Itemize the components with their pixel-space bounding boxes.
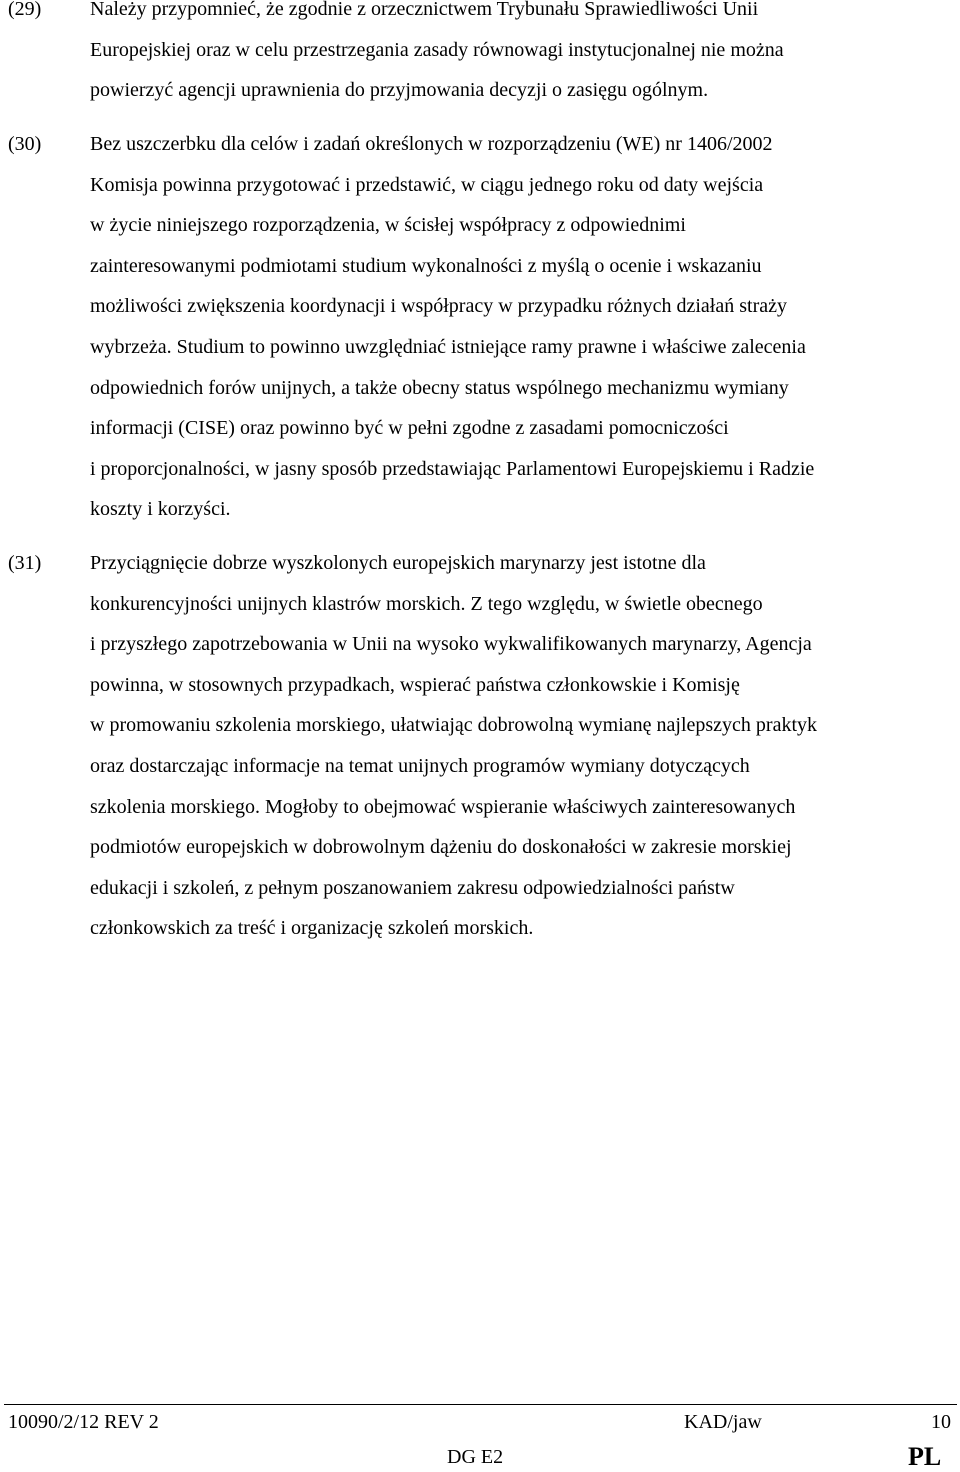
footer-divider: [4, 1404, 957, 1405]
text-line: w życie niniejszego rozporządzenia, w ścisłej współpracy z odpowiednimi: [90, 214, 686, 237]
text-line: Europejskiej oraz w celu przestrzegania zasady równowagi instytucjonalnej nie można: [90, 38, 784, 61]
text-line: w promowaniu szkolenia morskiego, ułatwiając dobrowolną wymianę najlepszych praktyk: [90, 714, 818, 737]
text-line: i proporcjonalności, w jasny sposób przedstawiając Parlamentowi Europejskiemu i Radzie: [90, 457, 815, 480]
text-line: Należy przypomnieć, że zgodnie z orzecznictwem Trybunału Sprawiedliwości Unii: [90, 0, 759, 20]
language-code: PL: [908, 1442, 942, 1471]
text-line: edukacji i szkoleń, z pełnym poszanowaniem zakresu odpowiedzialności państw: [90, 876, 735, 899]
text-line: wybrzeża. Studium to powinno uwzględniać istniejące ramy prawne i właściwe zalecenia: [90, 335, 806, 358]
author-code: KAD/jaw: [684, 1411, 762, 1433]
paragraph-number: (31): [8, 552, 42, 574]
text-line: podmiotów europejskich w dobrowolnym dążeniu do doskonałości w zakresie morskiej: [90, 836, 792, 859]
text-line: Przyciągnięcie dobrze wyszkolonych europejskich marynarzy jest istotne dla: [90, 552, 706, 574]
text-line: konkurencyjności unijnych klastrów morskich. Z tego względu, w świetle obecnego: [90, 592, 763, 615]
page-number: 10: [931, 1411, 951, 1433]
paragraph-number: (30): [8, 133, 42, 155]
text-line: szkolenia morskiego. Mogłoby to obejmować wspieranie właściwych zainteresowanych: [90, 795, 796, 818]
text-line: odpowiednich forów unijnych, a także obecny status wspólnego mechanizmu wymiany: [90, 376, 789, 399]
paragraph-text: [90, 543, 952, 949]
text-line: i przyszłego zapotrzebowania w Unii na wysoko wykwalifikowanych marynarzy, Agencja: [90, 633, 812, 656]
text-line: członkowskich za treść i organizację szkoleń morskich.: [90, 917, 534, 940]
text-line: koszty i korzyści.: [90, 498, 231, 521]
text-line: Komisja powinna przygotować i przedstawić, w ciągu jednego roku od daty wejścia: [90, 173, 764, 196]
text-line: powinna, w stosownych przypadkach, wspierać państwa członkowskie i Komisję: [90, 673, 740, 696]
text-line: powierzyć agencji uprawnienia do przyjmowania decyzji o zasięgu ogólnym.: [90, 79, 709, 102]
text-line: zainteresowanymi podmiotami studium wykonalności z myślą o ocenie i wskazaniu: [90, 254, 762, 277]
directorate-general: DG E2: [447, 1446, 504, 1468]
text-line: oraz dostarczając informacje na temat unijnych programów wymiany dotyczących: [90, 754, 750, 777]
paragraph-number: (29): [8, 0, 42, 20]
paragraph-text: [90, 0, 952, 111]
text-line: możliwości zwiększenia koordynacji i współpracy w przypadku różnych działań straży: [90, 295, 787, 318]
text-line: informacji (CISE) oraz powinno być w pełni zgodne z zasadami pomocniczości: [90, 417, 729, 440]
text-line: Bez uszczerbku dla celów i zadań określonych w rozporządzeniu (WE) nr 1406/2002: [90, 133, 773, 155]
document-reference: 10090/2/12 REV 2: [8, 1411, 159, 1433]
paragraph-text: [90, 124, 952, 530]
